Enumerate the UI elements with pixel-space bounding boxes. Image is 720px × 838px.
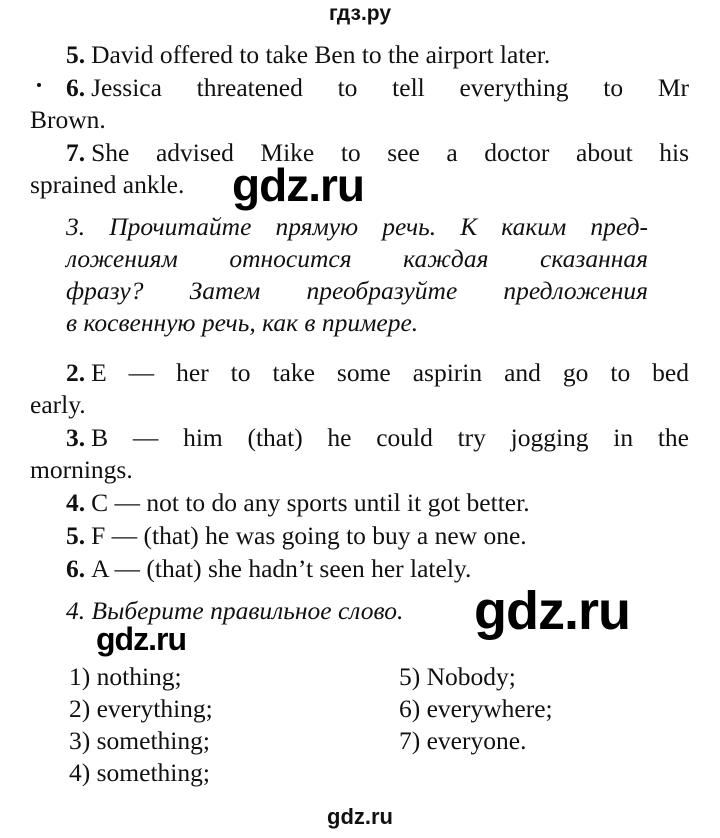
- item-mid-2-line1: 2. E — her to take some aspirin and go to bed: [66, 358, 689, 387]
- item-mid-5: 5. F — (that) he was going to buy a new one.: [66, 521, 527, 550]
- watermark-1: gdz.ru: [232, 159, 364, 211]
- task4-heading: 4. Выберите правильное слово.: [66, 596, 404, 625]
- stray-dot: [37, 83, 41, 87]
- item-top-7-line2: sprained ankle.: [30, 170, 185, 199]
- page-header: гдз.ру: [328, 2, 392, 25]
- answer-4: 4) something;: [69, 758, 210, 787]
- item-top-6-line1: 6. Jessica threatened to tell everything to Mr: [66, 73, 689, 102]
- task3-line3: фразу? Затем преобразуйте предложения: [66, 276, 648, 305]
- answer-7: 7) everyone.: [399, 726, 527, 755]
- item-mid-4: 4. C — not to do any sports until it got better.: [66, 488, 530, 517]
- answer-6: 6) everywhere;: [399, 694, 553, 723]
- page-footer: gdz.ru: [327, 804, 393, 829]
- item-mid-3-line1: 3. B — him (that) he could try jogging in the: [66, 423, 689, 452]
- item-mid-3-line2: mornings.: [30, 455, 133, 484]
- task3-line4: в косвенную речь, как в примере.: [66, 308, 419, 337]
- item-top-7-line1: 7. She advised Mike to see a doctor about his: [66, 138, 689, 167]
- answer-2: 2) everything;: [69, 694, 213, 723]
- answer-5: 5) Nobody;: [399, 662, 516, 691]
- answer-1: 1) nothing;: [69, 662, 182, 691]
- item-mid-6: 6. A — (that) she hadn’t seen her lately.: [66, 554, 472, 583]
- answer-3: 3) something;: [69, 726, 210, 755]
- item-top-5: 5. David offered to take Ben to the airport later.: [66, 40, 551, 69]
- task3-line2: ложениям относится каждая сказанная: [66, 244, 648, 273]
- item-mid-2-line2: early.: [30, 390, 86, 419]
- watermark-3: gdz.ru: [96, 621, 186, 657]
- watermark-2: gdz.ru: [474, 581, 630, 641]
- task3-line1: 3. Прочитайте прямую речь. К каким пред-: [66, 212, 648, 241]
- item-top-6-line2: Brown.: [30, 105, 106, 134]
